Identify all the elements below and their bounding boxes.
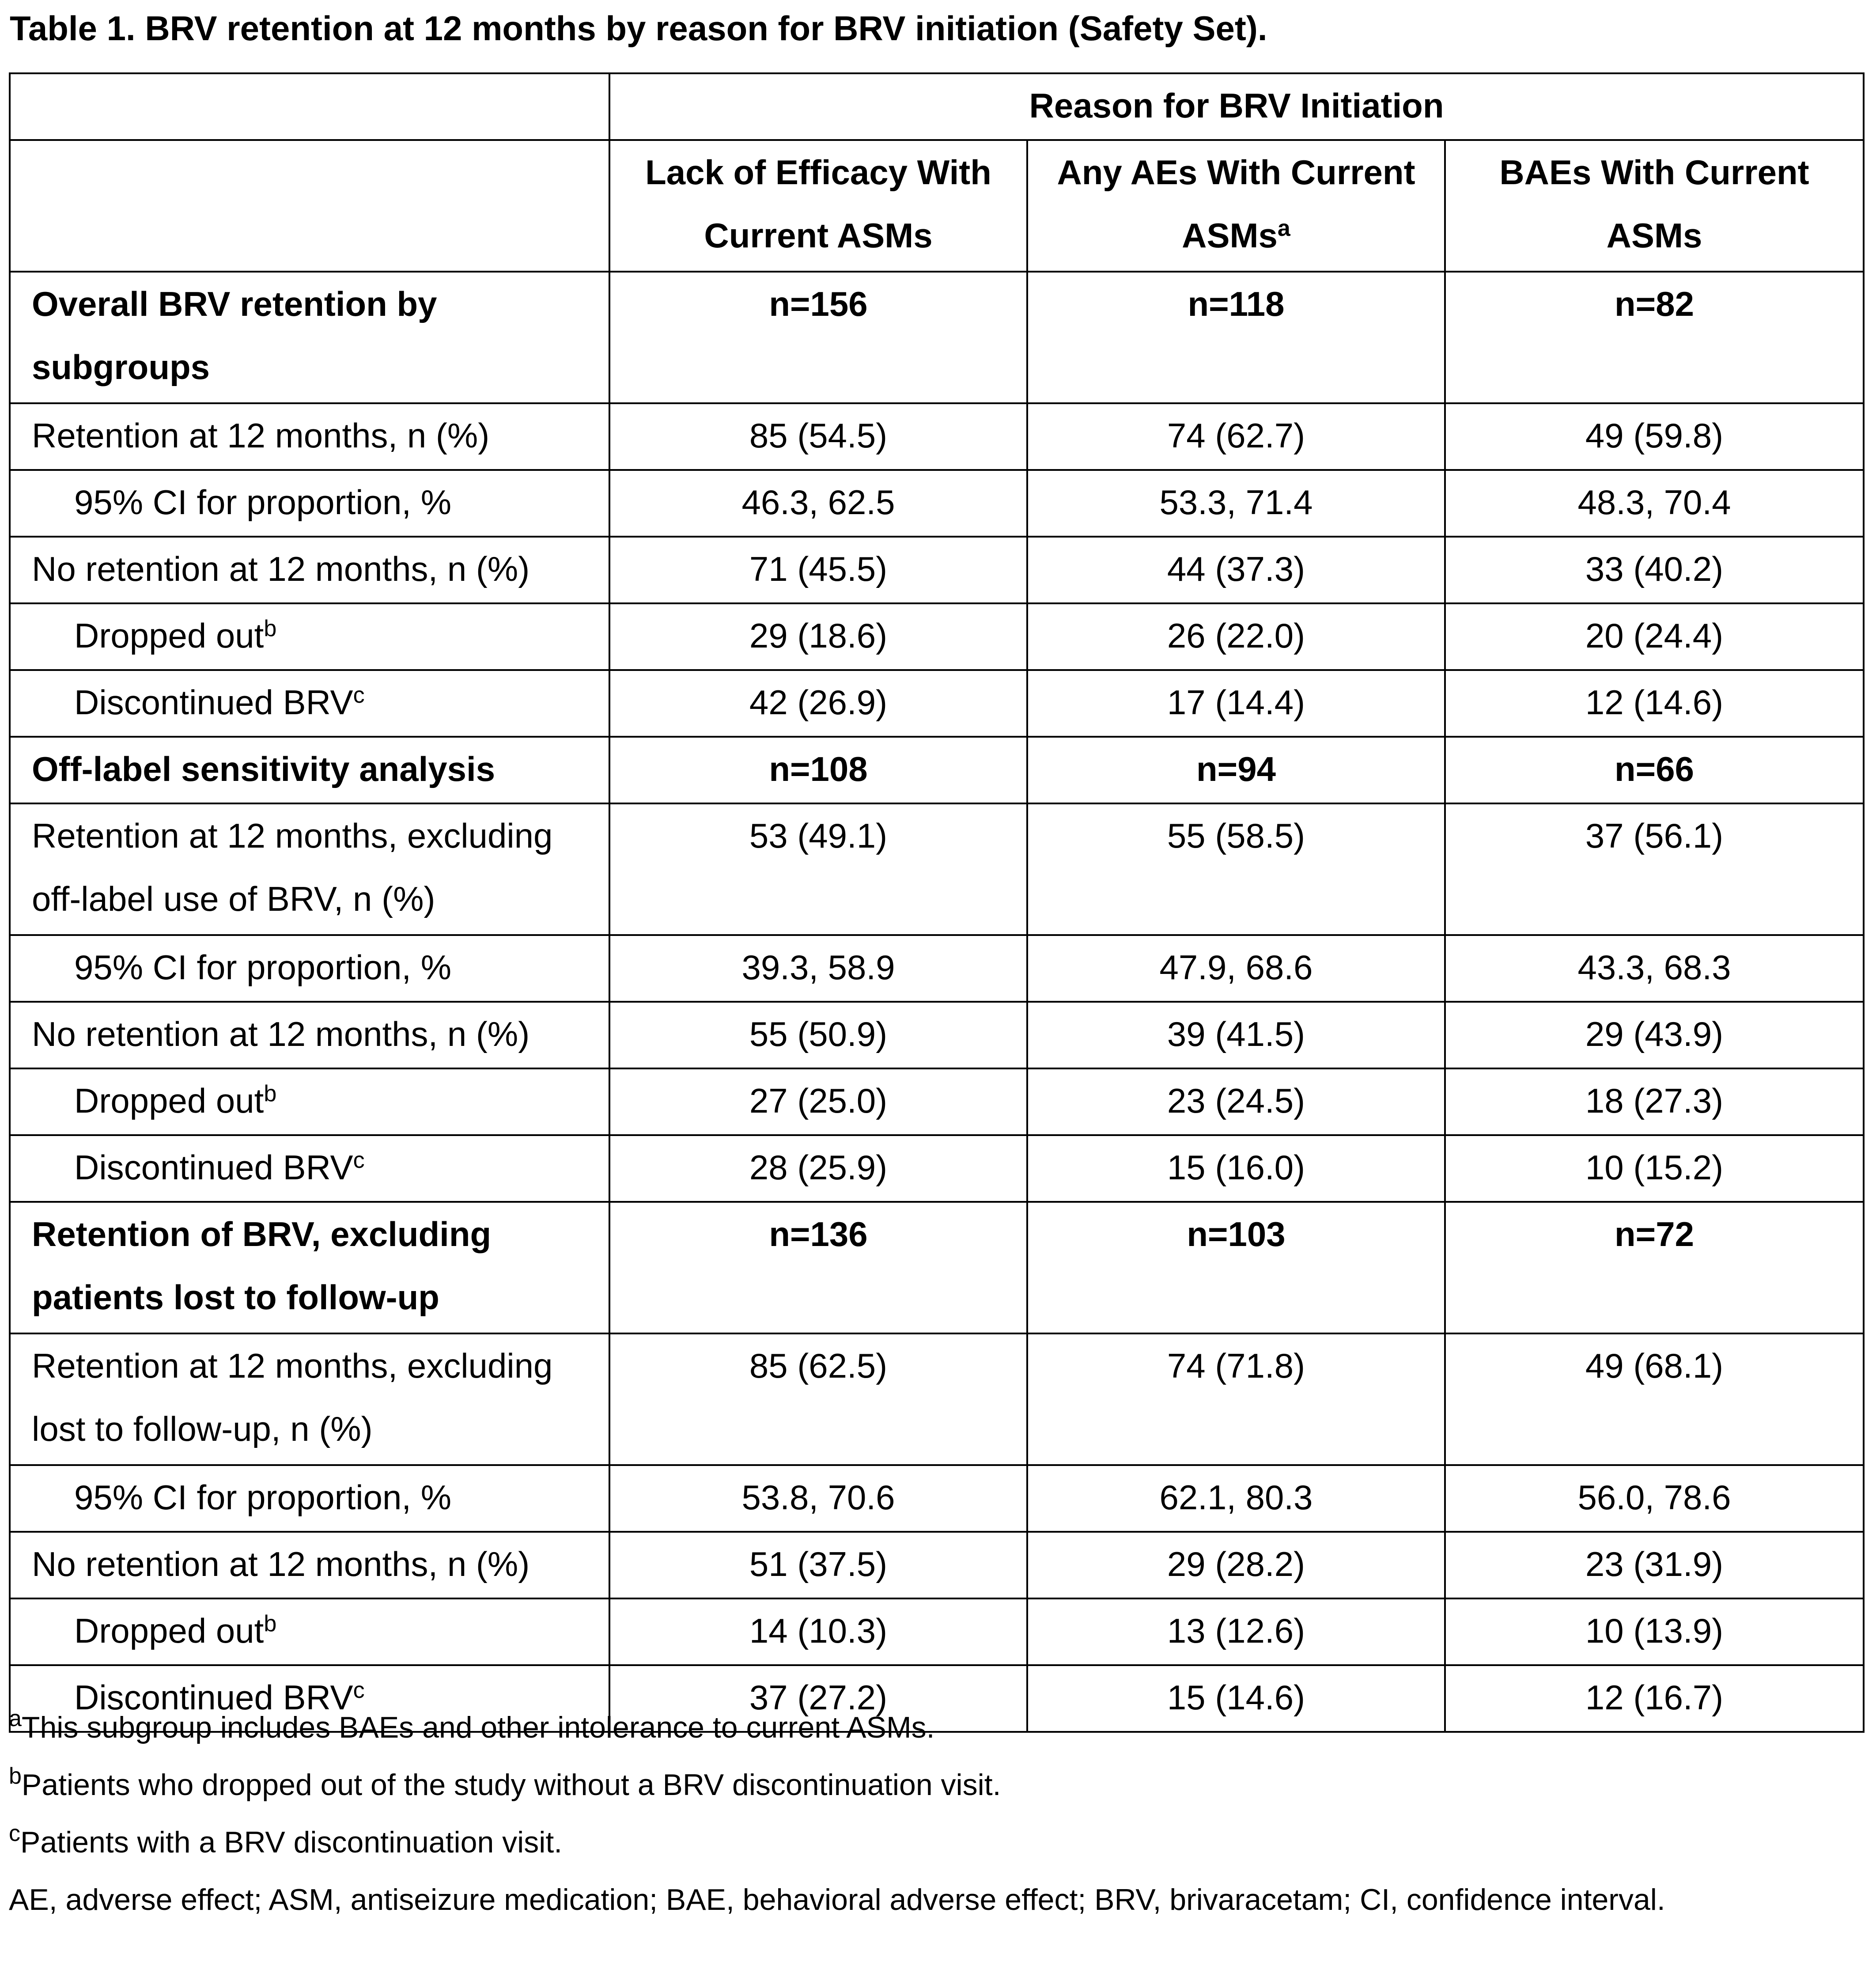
row-label-cell	[10, 603, 609, 670]
section-n-cell: n=136	[609, 1202, 1027, 1333]
section-n-cell: n=156	[609, 272, 1027, 403]
column-header	[1027, 140, 1445, 272]
value-cell: 46.3, 62.5	[609, 470, 1027, 537]
row-label: Retention at 12 months, excluding lost to follow-up, n (%)	[32, 1346, 553, 1448]
column-header	[1445, 140, 1864, 272]
footnote-marker: c	[353, 1148, 365, 1173]
value-cell: 27 (25.0)	[609, 1068, 1027, 1135]
value-cell: 43.3, 68.3	[1445, 935, 1864, 1002]
value-cell: 23 (24.5)	[1027, 1068, 1445, 1135]
section-header-row	[10, 1202, 1864, 1333]
footnote-marker: b	[264, 1611, 277, 1636]
column-header-label: Lack of Efficacy With Current ASMs	[645, 153, 991, 255]
section-title: Overall BRV retention by subgroups	[10, 272, 609, 403]
row-label-cell	[10, 1532, 609, 1598]
column-header-row	[10, 140, 1864, 272]
row-label-cell	[10, 803, 609, 935]
table-row	[10, 803, 1864, 935]
footnote	[9, 1699, 1864, 1756]
value-cell: 29 (43.9)	[1445, 1002, 1864, 1068]
footnote-marker: a	[9, 1706, 22, 1731]
column-header-label: BAEs With Current ASMs	[1499, 153, 1809, 255]
footnote	[9, 1756, 1864, 1814]
row-label: Discontinued BRV	[74, 1148, 353, 1187]
row-label: 95% CI for proportion, %	[74, 483, 452, 522]
value-cell: 12 (14.6)	[1445, 670, 1864, 737]
value-cell: 15 (16.0)	[1027, 1135, 1445, 1202]
value-cell: 74 (62.7)	[1027, 403, 1445, 470]
column-header-label: Any AEs With Current ASMs	[1057, 153, 1415, 255]
group-header-row	[10, 73, 1864, 140]
row-label: Discontinued BRV	[74, 1678, 353, 1717]
footnote-marker: c	[353, 682, 365, 708]
table-row	[10, 1135, 1864, 1202]
abbreviations: AE, adverse effect; ASM, antiseizure medication; BAE, behavioral adverse effect; BRV, brivaracetam; CI, confidence interval.	[9, 1883, 1665, 1916]
table-row	[10, 603, 1864, 670]
table-row	[10, 1068, 1864, 1135]
empty-corner-cell	[10, 73, 609, 140]
row-label-cell	[10, 537, 609, 603]
section-n-cell: n=66	[1445, 737, 1864, 803]
value-cell: 42 (26.9)	[609, 670, 1027, 737]
row-label-cell	[10, 1135, 609, 1202]
empty-corner-cell	[10, 140, 609, 272]
value-cell: 53.8, 70.6	[609, 1465, 1027, 1532]
footnote-marker: b	[264, 616, 277, 641]
section-header-row	[10, 272, 1864, 403]
row-label-cell	[10, 935, 609, 1002]
row-label: No retention at 12 months, n (%)	[32, 549, 530, 588]
footnote-text: This subgroup includes BAEs and other intolerance to current ASMs.	[21, 1711, 935, 1744]
value-cell: 37 (27.2)	[609, 1665, 1027, 1732]
row-label: Retention at 12 months, n (%)	[32, 416, 490, 455]
row-label: Discontinued BRV	[74, 683, 353, 722]
retention-table	[9, 72, 1865, 1733]
section-header-row	[10, 737, 1864, 803]
group-header: Reason for BRV Initiation	[609, 73, 1864, 140]
value-cell: 10 (15.2)	[1445, 1135, 1864, 1202]
footnote	[9, 1814, 1864, 1871]
footnotes	[9, 1699, 1864, 1928]
table-row	[10, 1002, 1864, 1068]
footnote-text: Patients with a BRV discontinuation visit.	[20, 1826, 563, 1859]
value-cell: 71 (45.5)	[609, 537, 1027, 603]
row-label-cell	[10, 1002, 609, 1068]
value-cell: 15 (14.6)	[1027, 1665, 1445, 1732]
value-cell: 10 (13.9)	[1445, 1598, 1864, 1665]
row-label: 95% CI for proportion, %	[74, 1478, 452, 1517]
value-cell: 47.9, 68.6	[1027, 935, 1445, 1002]
value-cell: 51 (37.5)	[609, 1532, 1027, 1598]
row-label: No retention at 12 months, n (%)	[32, 1015, 530, 1053]
value-cell: 33 (40.2)	[1445, 537, 1864, 603]
table-row	[10, 1465, 1864, 1532]
row-label-cell	[10, 1598, 609, 1665]
value-cell: 56.0, 78.6	[1445, 1465, 1864, 1532]
row-label-cell	[10, 1465, 609, 1532]
value-cell: 48.3, 70.4	[1445, 470, 1864, 537]
value-cell: 18 (27.3)	[1445, 1068, 1864, 1135]
section-n-cell: n=82	[1445, 272, 1864, 403]
footnote-marker: b	[264, 1081, 277, 1106]
value-cell: 28 (25.9)	[609, 1135, 1027, 1202]
table-row	[10, 537, 1864, 603]
row-label: Retention at 12 months, excluding off-label use of BRV, n (%)	[32, 816, 553, 918]
value-cell: 14 (10.3)	[609, 1598, 1027, 1665]
footnote-marker: c	[9, 1821, 20, 1846]
section-title: Retention of BRV, excluding patients lost to follow-up	[10, 1202, 609, 1333]
column-header	[609, 140, 1027, 272]
value-cell: 85 (62.5)	[609, 1333, 1027, 1465]
table-body	[10, 73, 1864, 1732]
table-row	[10, 470, 1864, 537]
row-label: No retention at 12 months, n (%)	[32, 1545, 530, 1583]
row-label-cell	[10, 403, 609, 470]
row-label: Dropped out	[74, 1081, 264, 1120]
value-cell: 44 (37.3)	[1027, 537, 1445, 603]
section-n-cell: n=103	[1027, 1202, 1445, 1333]
value-cell: 53.3, 71.4	[1027, 470, 1445, 537]
table-caption: Table 1. BRV retention at 12 months by reason for BRV initiation (Safety Set).	[10, 9, 1267, 48]
section-n-cell: n=94	[1027, 737, 1445, 803]
table-row	[10, 670, 1864, 737]
row-label-cell	[10, 1333, 609, 1465]
value-cell: 20 (24.4)	[1445, 603, 1864, 670]
value-cell: 17 (14.4)	[1027, 670, 1445, 737]
table-row	[10, 1333, 1864, 1465]
section-n-cell: n=118	[1027, 272, 1445, 403]
footnote-marker: a	[1277, 216, 1290, 241]
value-cell: 55 (58.5)	[1027, 803, 1445, 935]
value-cell: 49 (68.1)	[1445, 1333, 1864, 1465]
value-cell: 12 (16.7)	[1445, 1665, 1864, 1732]
section-n-cell: n=108	[609, 737, 1027, 803]
table-row	[10, 1532, 1864, 1598]
section-n-cell: n=72	[1445, 1202, 1864, 1333]
value-cell: 29 (28.2)	[1027, 1532, 1445, 1598]
row-label-cell	[10, 1068, 609, 1135]
value-cell: 62.1, 80.3	[1027, 1465, 1445, 1532]
row-label: 95% CI for proportion, %	[74, 948, 452, 987]
value-cell: 13 (12.6)	[1027, 1598, 1445, 1665]
row-label: Dropped out	[74, 616, 264, 655]
value-cell: 37 (56.1)	[1445, 803, 1864, 935]
value-cell: 49 (59.8)	[1445, 403, 1864, 470]
value-cell: 53 (49.1)	[609, 803, 1027, 935]
value-cell: 85 (54.5)	[609, 403, 1027, 470]
value-cell: 39 (41.5)	[1027, 1002, 1445, 1068]
row-label: Dropped out	[74, 1611, 264, 1650]
footnote-marker: b	[9, 1763, 22, 1789]
row-label-cell	[10, 470, 609, 537]
table-row	[10, 935, 1864, 1002]
value-cell: 74 (71.8)	[1027, 1333, 1445, 1465]
value-cell: 39.3, 58.9	[609, 935, 1027, 1002]
value-cell: 26 (22.0)	[1027, 603, 1445, 670]
value-cell: 23 (31.9)	[1445, 1532, 1864, 1598]
row-label-cell	[10, 670, 609, 737]
value-cell: 55 (50.9)	[609, 1002, 1027, 1068]
footnote-text: Patients who dropped out of the study without a BRV discontinuation visit.	[21, 1768, 1001, 1802]
footnote-marker: c	[353, 1678, 365, 1703]
section-title: Off-label sensitivity analysis	[10, 737, 609, 803]
table-row	[10, 1598, 1864, 1665]
value-cell: 29 (18.6)	[609, 603, 1027, 670]
table-row	[10, 403, 1864, 470]
